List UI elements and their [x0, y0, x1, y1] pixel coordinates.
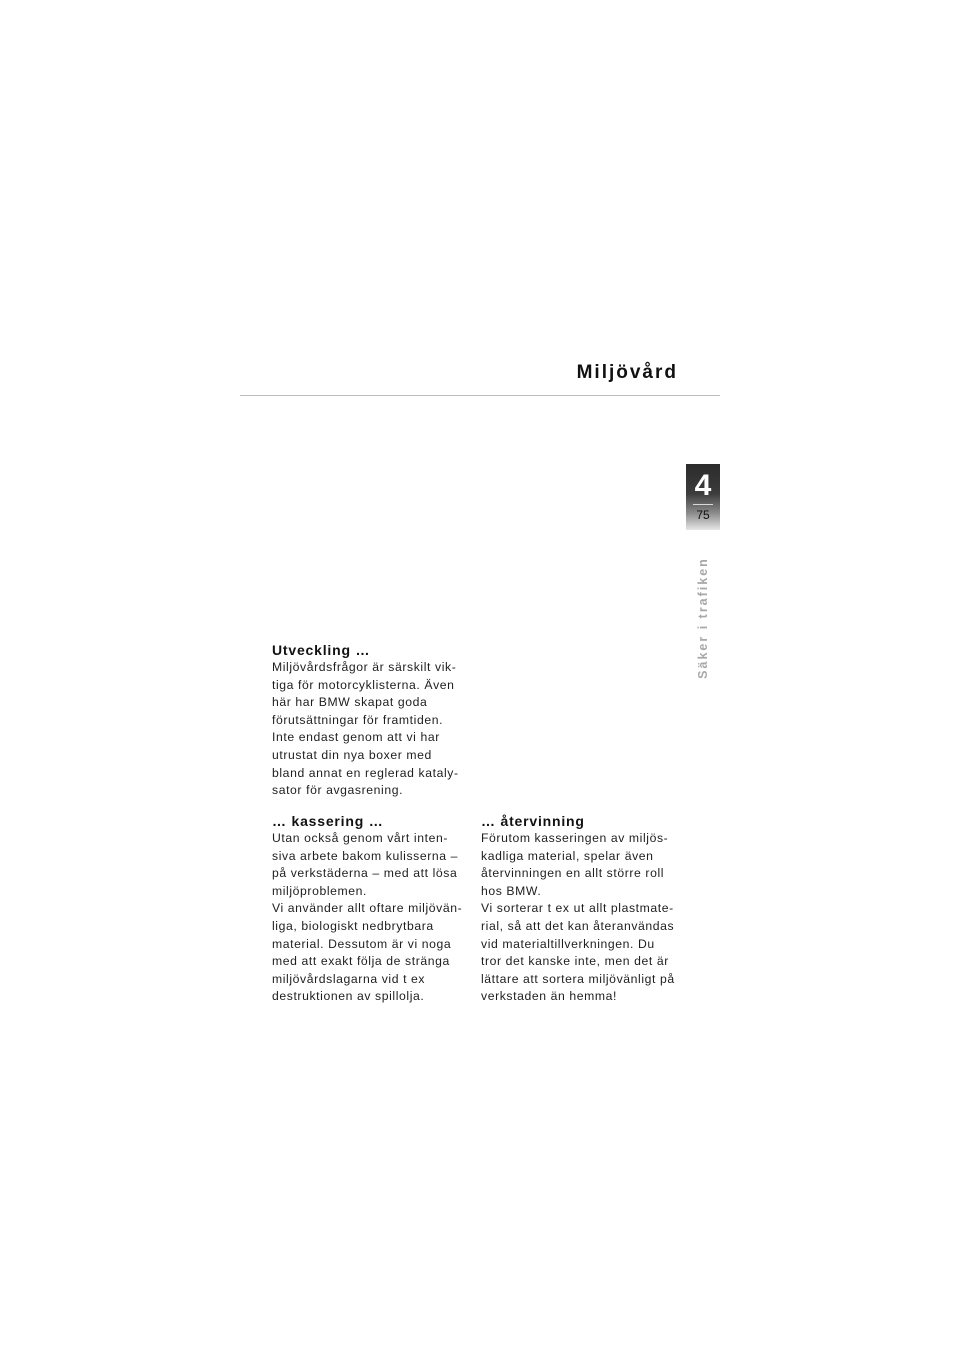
body-line: utrustat din nya boxer med [272, 747, 432, 762]
body-line: här har BMW skapat goda [272, 695, 428, 710]
body-line: återvinningen en allt större roll [481, 866, 665, 881]
chapter-side-label: Säker i trafiken [696, 557, 710, 679]
body-line: miljövårdslagarna vid t ex [272, 971, 426, 986]
body-line: Vi använder allt oftare miljövän- [272, 901, 463, 916]
body-line: material. Dessutom är vi noga [272, 936, 452, 951]
body-line: förutsättningar för framtiden. [272, 712, 444, 727]
section-body [272, 830, 472, 1006]
body-line: Miljövårdsfrågor är särskilt vik- [272, 660, 457, 674]
title-rule [240, 395, 720, 396]
body-line: lättare att sortera miljövänligt på [481, 971, 675, 986]
body-line: med att exakt följa de stränga [272, 954, 450, 969]
body-line: siva arbete bakom kulisserna – [272, 848, 459, 863]
section-kassering [272, 813, 472, 1006]
body-line: miljöproblemen. [272, 883, 368, 898]
section-atervinning [481, 813, 681, 1006]
body-line: Förutom kasseringen av miljös- [481, 831, 669, 845]
body-line: tror det kanske inte, men det är [481, 954, 669, 969]
body-line: verkstaden än hemma! [481, 989, 617, 1004]
body-line: på verkstäderna – med att lösa [272, 866, 458, 881]
section-utveckling [272, 642, 472, 800]
body-line: kadliga material, spelar även [481, 848, 654, 863]
section-body [272, 659, 472, 800]
body-line: rial, så att det kan återanvändas [481, 918, 675, 933]
chapter-tab [686, 464, 720, 530]
chapter-divider [693, 504, 713, 505]
body-line: Vi sorterar t ex ut allt plastmate- [481, 901, 674, 916]
body-line: liga, biologiskt nedbrytbara [272, 918, 434, 933]
body-line: Utan också genom vårt inten- [272, 831, 448, 845]
body-line: destruktionen av spillolja. [272, 989, 425, 1004]
body-line: tiga för motorcyklisterna. Även [272, 677, 455, 692]
body-line: vid materialtillverkningen. Du [481, 936, 655, 951]
page-number: 75 [696, 508, 710, 522]
page-title: Miljövård [576, 362, 678, 383]
section-heading: Utveckling … [272, 642, 371, 658]
section-heading: … kassering … [272, 813, 384, 829]
section-body [481, 830, 681, 1006]
body-line: Inte endast genom att vi har [272, 730, 440, 745]
chapter-number: 4 [694, 469, 712, 502]
body-line: bland annat en reglerad kataly- [272, 765, 459, 780]
body-line: sator för avgasrening. [272, 783, 404, 798]
body-line: hos BMW. [481, 883, 542, 898]
section-heading: … återvinning [481, 813, 585, 829]
